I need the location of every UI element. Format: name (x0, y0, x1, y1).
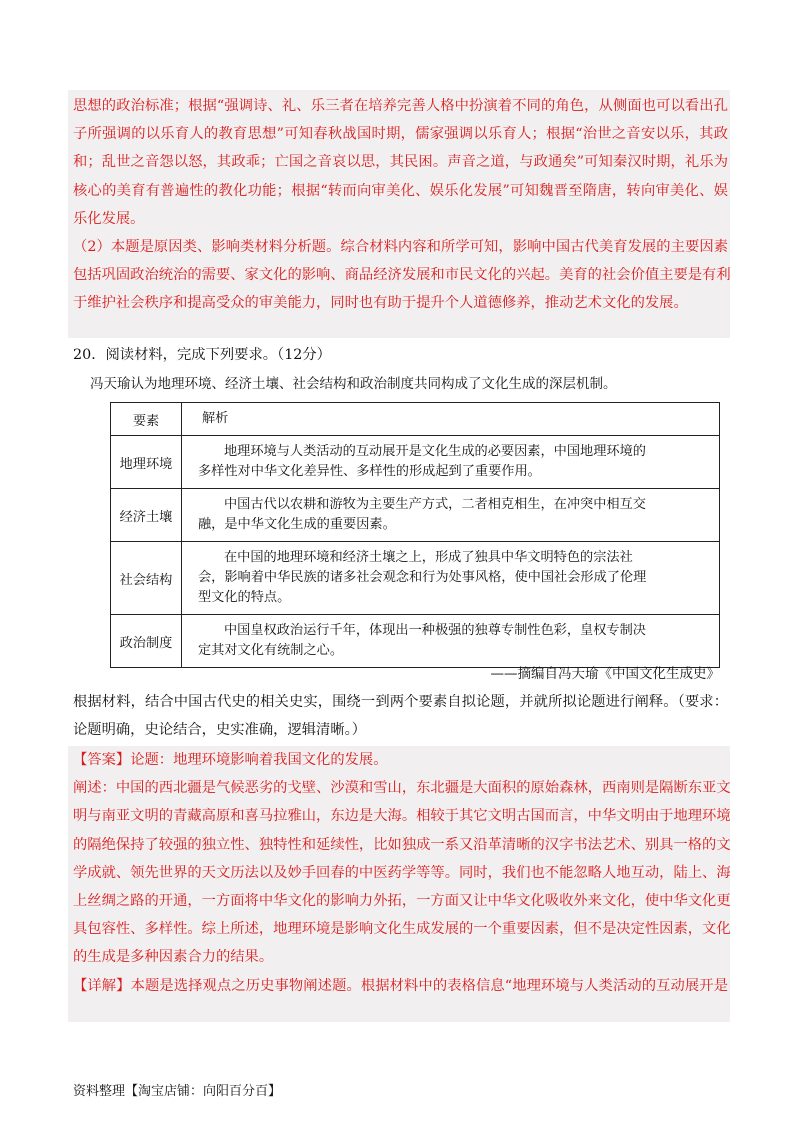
table-row (111, 489, 720, 542)
answer-tag: 【答案】 (73, 752, 131, 768)
answer-line: 阐述：中国的西北疆是气候恶劣的戈壁、沙漠和雪山，东北疆是大面积的原始森林，西南则是隔断东亚文 (73, 780, 731, 797)
answer-block-top (73, 92, 731, 318)
factor-desc: 中国古代以农耕和游牧为主要生产方式，二者相克相生，在冲突中相互交 融，是中华文化生成的重要因素。 (182, 489, 720, 542)
question-title: 20．阅读材料，完成下列要求。（12分） (73, 347, 331, 363)
answer-line: 的生成是多种因素合力的结果。 (73, 949, 274, 966)
answer-line: 的隔绝保持了较强的独立性、独特性和延续性，比如独成一系又沿革清晰的汉字书法艺术、别具一格的文 (73, 836, 731, 853)
answer-line: 和；乱世之音怨以怒，其政乖；亡国之音哀以思，其民困。声音之道，与政通矣”可知秦汉时期，礼乐为 (73, 154, 728, 171)
answer-line: 具包容性、多样性。综上所述，地理环境是影响文化生成发展的一个重要因素，但不是决定性因素，文化 (73, 921, 731, 938)
factor-desc: 中国皇权政治运行千年，体现出一种极强的独尊专制性色彩，皇权专制决 定其对文化有统制之心。 (182, 615, 720, 668)
answer-line: 学成就、领先世界的天文历法以及妙手回春的中医药学等等。同时，我们也不能忽略人地互动，陆上、海 (73, 864, 731, 881)
answer-line: 包括巩固政治统治的需要、家文化的影响、商品经济发展和市民文化的兴起。美育的社会价值主要是有利 (73, 267, 731, 284)
table-row (111, 436, 720, 489)
answer-line: 乐化发展。 (73, 210, 145, 227)
factor-desc: 地理环境与人类活动的互动展开是文化生成的必要因素，中国地理环境的 多样性对中华文化差异性、多样性的形成起到了重要作用。 (182, 436, 720, 489)
answer-line: 上丝绸之路的开通，一方面将中华文化的影响力外拓，一方面又让中华文化吸收外来文化，使中华文化更 (73, 893, 731, 910)
table-header-row (111, 403, 720, 436)
answer-line: 【答案】论题：地理环境影响着我国文化的发展。 (73, 752, 388, 768)
answer-line: 思想的政治标准；根据“强调诗、礼、乐三者在培养完善人格中扮演着不同的角色，从侧面也可以看出孔 (73, 98, 728, 114)
table-header-cell: 要素 (111, 403, 182, 436)
factor-key: 社会结构 (111, 542, 182, 615)
factor-key: 政治制度 (111, 615, 182, 668)
detail-line: 【详解】本题是选择观点之历史事物阐述题。根据材料中的表格信息“地理环境与人类活动的互动展开是 (73, 977, 728, 994)
answer-block-bottom (73, 746, 731, 1000)
factor-key: 经济土壤 (111, 489, 182, 542)
prompt-line: 论题明确，史论结合，史实准确，逻辑清晰。） (73, 722, 367, 739)
answer-line: 于维护社会秩序和提高受众的审美能力，同时也有助于提升个人道德修养，推动艺术文化的发展。 (73, 295, 688, 312)
answer-line: 明与南亚文明的青藏高原和喜马拉雅山，东边是大海。相较于其它文明古国而言，中华文明由于地理环境 (73, 808, 731, 825)
detail-tag: 【详解】 (73, 977, 131, 994)
prompt-line: 根据材料，结合中国古代史的相关史实，围绕一到两个要素自拟论题，并就所拟论题进行阐释。（要求： (73, 694, 728, 710)
answer-line: （2）本题是原因类、影响类材料分析题。综合材料内容和所学可知，影响中国古代美育发展的主要因素 (73, 239, 728, 256)
table-header-cell: 解析 (182, 403, 720, 436)
factors-table (110, 402, 720, 668)
factor-desc: 在中国的地理环境和经济土壤之上，形成了独具中华文明特色的宗法社 会，影响着中华民族的诸多社会观念和行为处事风格，使中国社会形成了伦理 型文化的特点。 (182, 542, 720, 615)
factor-key: 地理环境 (111, 436, 182, 489)
material-source: ——摘编自冯天瑜《中国文化生成史》 (490, 666, 720, 682)
question-prompt (73, 688, 728, 744)
footer-source: 资料整理【淘宝店铺：向阳百分百】 (73, 1084, 282, 1099)
answer-line: 核心的美育有普遍性的教化功能；根据“转而向审美化、娱乐化发展”可知魏晋至隋唐，转向审美化、娱 (73, 182, 728, 199)
answer-line: 子所强调的以乐育人的教育思想”可知春秋战国时期，儒家强调以乐育人；根据“治世之音安以乐，其政 (73, 126, 728, 143)
material-intro: 冯天瑜认为地理环境、经济土壤、社会结构和政治制度共同构成了文化生成的深层机制。 (90, 376, 617, 392)
table-row (111, 542, 720, 615)
table-row (111, 615, 720, 668)
